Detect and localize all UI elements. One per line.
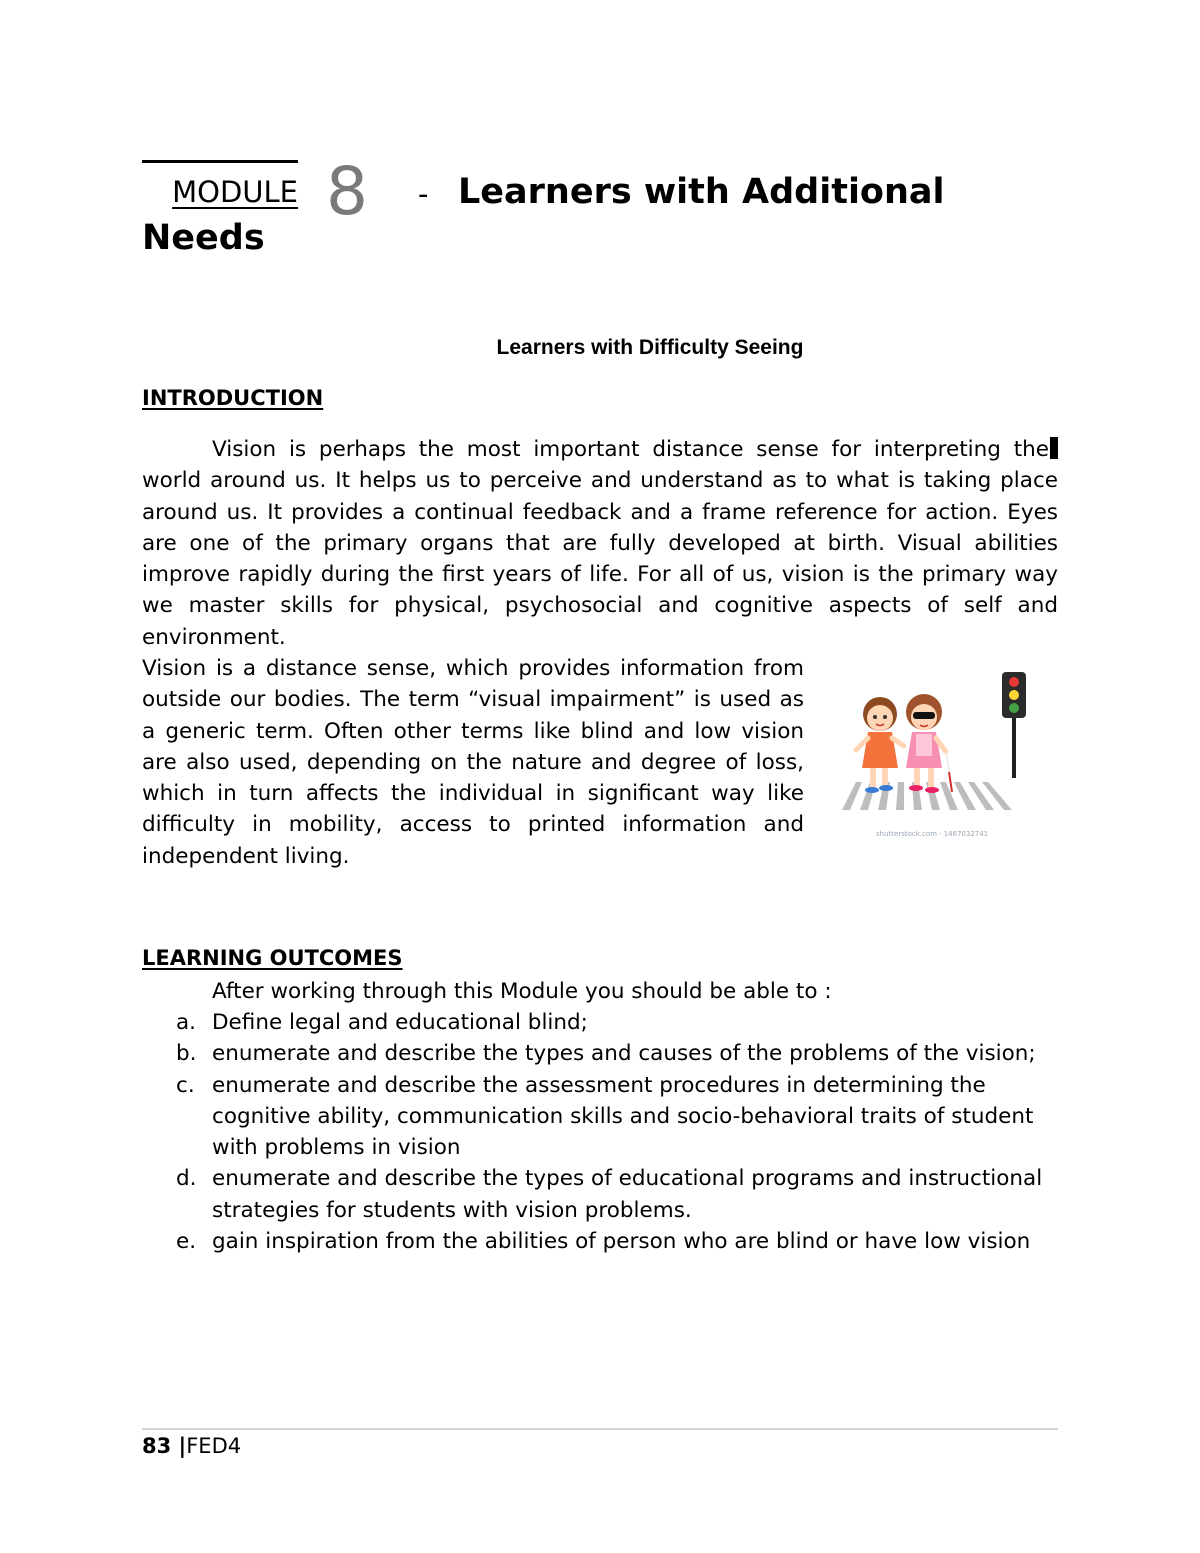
paragraph-1-rest: world around us. It helps us to perceive and understand as to what is taking place around us. It provides a continual feedback and a frame reference for action. Eyes are one of the primary organs that are fully developed at birth. Visual abilities improve rapidly during the first years of life. For all of us, vision is the primary way we master skills for physical, psychosocial and cognitive aspects of self and environment. [142,468,1058,650]
module-number: 8 [326,153,368,230]
crosswalk-stripes [842,782,1012,810]
outcomes-lead-in: After working through this Module you should be able to : [212,979,832,1004]
text-cursor [1050,437,1058,459]
list-item [142,1007,1072,1038]
children-crossing-illustration [836,664,1036,844]
footer-separator: | [171,1434,187,1458]
module-label: MODULE [172,175,298,209]
list-item [142,1226,1072,1257]
learning-outcomes-heading: LEARNING OUTCOMES [142,946,403,970]
list-item-text: enumerate and describe the types of educational programs and instructional strategies for students with vision problems. [212,1166,1043,1223]
child-pink-with-cane [906,694,952,793]
list-marker: c. [176,1072,195,1098]
title-dash: - [418,177,429,211]
image-watermark-caption: shutterstock.com · 1467032741 [876,830,989,838]
title-top-rule [142,160,298,163]
list-item [142,1163,1072,1226]
introduction-paragraph-1 [142,434,1058,653]
outcomes-list [142,1007,1072,1257]
list-marker: b. [176,1041,197,1067]
paragraph-1-start: Vision is perhaps the most important distance sense for interpreting the [212,437,1049,462]
child-orange-dress [856,697,904,793]
module-title-continued: Needs [142,218,265,258]
introduction-paragraph-2: Vision is a distance sense, which provides information from outside our bodies. The term “visual impairment” is used as a generic term. Often other terms like blind and low vision are also used, depending on the nature and degree of loss, which in turn affects the individual in significant way like difficulty in mobility, access to printed information and independent living. [142,656,804,869]
list-item-text: gain inspiration from the abilities of person who are blind or have low vision [212,1229,1031,1255]
list-item-text: enumerate and describe the assessment procedures in determining the cognitive ability, communication skills and socio-behavioral traits of student with problems in vision [212,1072,1034,1161]
list-marker: e. [176,1229,197,1255]
section-subtitle: Learners with Difficulty Seeing [496,336,804,359]
introduction-heading: INTRODUCTION [142,386,324,410]
list-item [142,1070,1072,1164]
list-item-text: Define legal and educational blind; [212,1010,588,1035]
module-title: Learners with Additional [458,172,945,212]
footer-divider [142,1428,1058,1430]
list-marker: a. [176,1010,197,1035]
list-item-text: enumerate and describe the types and causes of the problems of the vision; [212,1041,1036,1067]
list-marker: d. [176,1166,197,1192]
course-code: FED4 [186,1434,242,1458]
page-footer [142,1432,241,1460]
list-item [142,1038,1072,1069]
page-number: 83 [142,1434,172,1458]
traffic-light [1002,672,1026,778]
